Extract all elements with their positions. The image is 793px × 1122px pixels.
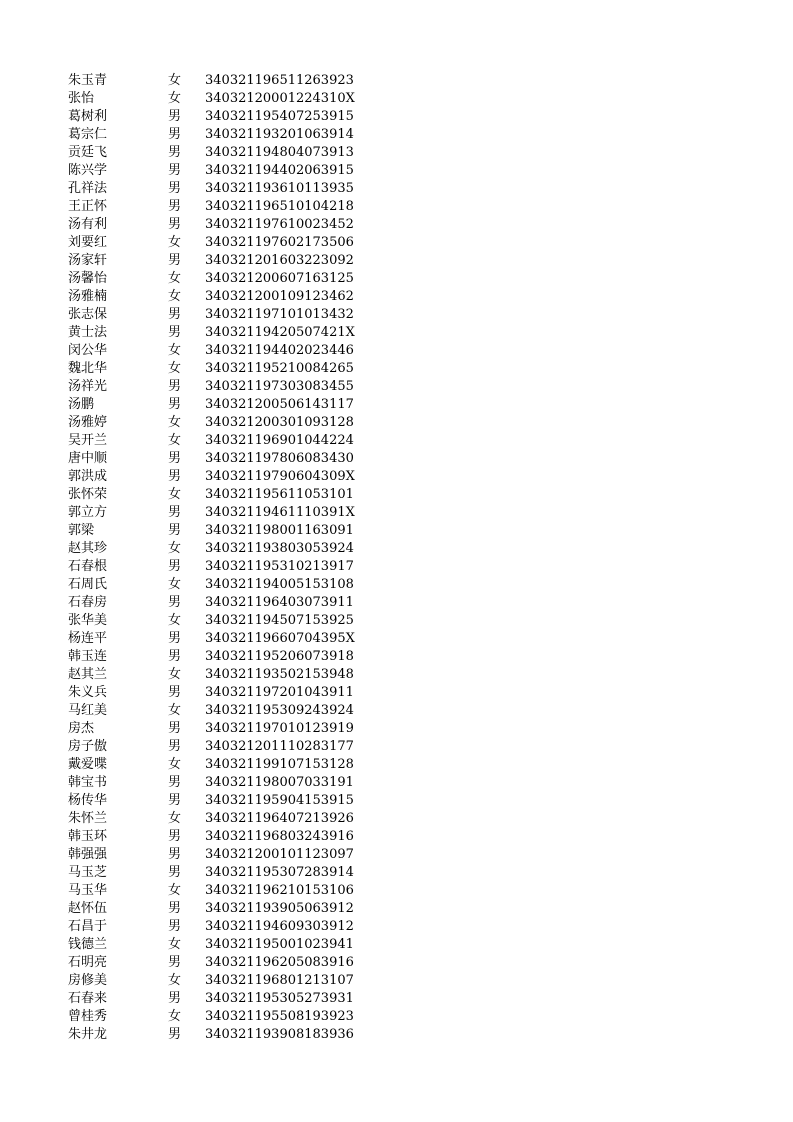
name-cell: 汤家轩 xyxy=(68,253,108,268)
id-number-cell: 340321201110283177 xyxy=(205,739,354,754)
sex-cell: 男 xyxy=(168,919,182,934)
table-row xyxy=(0,540,793,558)
table-row xyxy=(0,720,793,738)
id-number-cell: 340321194804073913 xyxy=(205,145,354,160)
id-number-cell: 340321195611053101 xyxy=(205,487,354,502)
sex-cell: 男 xyxy=(168,397,182,412)
sex-cell: 女 xyxy=(168,937,182,952)
id-number-cell: 340321197303083455 xyxy=(205,379,354,394)
id-number-cell: 340321194507153925 xyxy=(205,613,354,628)
name-cell: 石春来 xyxy=(68,991,108,1006)
table-row xyxy=(0,378,793,396)
table-row xyxy=(0,144,793,162)
table-row xyxy=(0,828,793,846)
id-number-cell: 340321193201063914 xyxy=(205,127,354,142)
sex-cell: 男 xyxy=(168,1027,182,1042)
name-cell: 汤雅婷 xyxy=(68,415,108,430)
table-row xyxy=(0,162,793,180)
id-number-cell: 340321200607163125 xyxy=(205,271,354,286)
table-row xyxy=(0,522,793,540)
sex-cell: 男 xyxy=(168,739,182,754)
name-cell: 石春根 xyxy=(68,559,108,574)
name-cell: 曾桂秀 xyxy=(68,1009,108,1024)
name-cell: 马玉华 xyxy=(68,883,108,898)
id-number-cell: 340321196510104218 xyxy=(205,199,354,214)
name-cell: 石春房 xyxy=(68,595,108,610)
table-row xyxy=(0,450,793,468)
name-cell: 葛宗仁 xyxy=(68,127,108,142)
sex-cell: 男 xyxy=(168,325,182,340)
name-cell: 刘要红 xyxy=(68,235,108,250)
name-cell: 朱怀兰 xyxy=(68,811,108,826)
id-number-cell: 34032119461110391X xyxy=(205,505,355,520)
id-number-cell: 340321201603223092 xyxy=(205,253,354,268)
id-number-cell: 340321195310213917 xyxy=(205,559,354,574)
sex-cell: 男 xyxy=(168,505,182,520)
sex-cell: 女 xyxy=(168,883,182,898)
table-row xyxy=(0,108,793,126)
id-number-cell: 340321197610023452 xyxy=(205,217,354,232)
table-row xyxy=(0,576,793,594)
id-number-cell: 340321200301093128 xyxy=(205,415,354,430)
name-cell: 赵其兰 xyxy=(68,667,108,682)
sex-cell: 女 xyxy=(168,271,182,286)
id-number-cell: 340321200101123097 xyxy=(205,847,354,862)
sex-cell: 女 xyxy=(168,541,182,556)
name-cell: 张怀荣 xyxy=(68,487,108,502)
sex-cell: 女 xyxy=(168,343,182,358)
table-row xyxy=(0,792,793,810)
name-cell: 戴爱喋 xyxy=(68,757,108,772)
table-row xyxy=(0,396,793,414)
name-cell: 汤雅楠 xyxy=(68,289,108,304)
name-cell: 杨连平 xyxy=(68,631,108,646)
table-row xyxy=(0,432,793,450)
name-cell: 陈兴学 xyxy=(68,163,108,178)
sex-cell: 男 xyxy=(168,523,182,538)
name-cell: 孔祥法 xyxy=(68,181,108,196)
table-row xyxy=(0,918,793,936)
name-cell: 朱玉青 xyxy=(68,73,108,88)
id-number-cell: 340321200506143117 xyxy=(205,397,354,412)
sex-cell: 男 xyxy=(168,559,182,574)
id-number-cell: 340321193610113935 xyxy=(205,181,354,196)
table-row xyxy=(0,864,793,882)
id-number-cell: 34032119660704395X xyxy=(205,631,355,646)
sex-cell: 女 xyxy=(168,73,182,88)
name-cell: 汤鹏 xyxy=(68,397,95,412)
table-row xyxy=(0,936,793,954)
sex-cell: 男 xyxy=(168,829,182,844)
table-row xyxy=(0,900,793,918)
id-number-cell: 340321195407253915 xyxy=(205,109,354,124)
table-row xyxy=(0,306,793,324)
sex-cell: 女 xyxy=(168,811,182,826)
table-row xyxy=(0,648,793,666)
sex-cell: 男 xyxy=(168,955,182,970)
sex-cell: 男 xyxy=(168,307,182,322)
sex-cell: 男 xyxy=(168,631,182,646)
id-number-cell: 340321194402023446 xyxy=(205,343,354,358)
table-row xyxy=(0,72,793,90)
table-row xyxy=(0,756,793,774)
id-number-cell: 340321193908183936 xyxy=(205,1027,354,1042)
sex-cell: 女 xyxy=(168,973,182,988)
id-number-cell: 340321193803053924 xyxy=(205,541,354,556)
id-number-cell: 340321197602173506 xyxy=(205,235,354,250)
name-cell: 韩强强 xyxy=(68,847,108,862)
sex-cell: 女 xyxy=(168,433,182,448)
record-rows xyxy=(0,72,793,1044)
name-cell: 韩玉连 xyxy=(68,649,108,664)
table-row xyxy=(0,198,793,216)
table-row xyxy=(0,504,793,522)
name-cell: 赵怀伍 xyxy=(68,901,108,916)
name-cell: 张怡 xyxy=(68,91,95,106)
sex-cell: 女 xyxy=(168,613,182,628)
id-number-cell: 340321196205083916 xyxy=(205,955,354,970)
id-number-cell: 340321198007033191 xyxy=(205,775,354,790)
name-cell: 石明亮 xyxy=(68,955,108,970)
name-cell: 马玉芝 xyxy=(68,865,108,880)
name-cell: 石昌于 xyxy=(68,919,108,934)
sex-cell: 男 xyxy=(168,685,182,700)
table-row xyxy=(0,234,793,252)
table-row xyxy=(0,810,793,828)
sex-cell: 男 xyxy=(168,199,182,214)
id-number-cell: 340321196801213107 xyxy=(205,973,354,988)
table-row xyxy=(0,324,793,342)
name-cell: 吴开兰 xyxy=(68,433,108,448)
sex-cell: 男 xyxy=(168,649,182,664)
sex-cell: 男 xyxy=(168,109,182,124)
id-number-cell: 340321196803243916 xyxy=(205,829,354,844)
sex-cell: 男 xyxy=(168,217,182,232)
table-row xyxy=(0,90,793,108)
sex-cell: 男 xyxy=(168,595,182,610)
table-row xyxy=(0,360,793,378)
id-number-cell: 340321195309243924 xyxy=(205,703,354,718)
name-cell: 郭梁 xyxy=(68,523,95,538)
sex-cell: 女 xyxy=(168,415,182,430)
id-number-cell: 340321195307283914 xyxy=(205,865,354,880)
name-cell: 葛树利 xyxy=(68,109,108,124)
name-cell: 赵其珍 xyxy=(68,541,108,556)
sex-cell: 男 xyxy=(168,721,182,736)
sex-cell: 男 xyxy=(168,991,182,1006)
sex-cell: 女 xyxy=(168,667,182,682)
table-row xyxy=(0,558,793,576)
id-number-cell: 34032119790604309X xyxy=(205,469,355,484)
table-row xyxy=(0,702,793,720)
name-cell: 韩宝书 xyxy=(68,775,108,790)
id-number-cell: 340321195210084265 xyxy=(205,361,354,376)
sex-cell: 男 xyxy=(168,163,182,178)
name-cell: 郭洪成 xyxy=(68,469,108,484)
table-row xyxy=(0,1008,793,1026)
name-cell: 张志保 xyxy=(68,307,108,322)
id-number-cell: 340321197101013432 xyxy=(205,307,354,322)
table-row xyxy=(0,630,793,648)
name-cell: 张华美 xyxy=(68,613,108,628)
sex-cell: 女 xyxy=(168,361,182,376)
sex-cell: 女 xyxy=(168,235,182,250)
sex-cell: 男 xyxy=(168,379,182,394)
sex-cell: 女 xyxy=(168,577,182,592)
id-number-cell: 340321197010123919 xyxy=(205,721,354,736)
name-cell: 房杰 xyxy=(68,721,95,736)
table-row xyxy=(0,990,793,1008)
sex-cell: 女 xyxy=(168,289,182,304)
table-row xyxy=(0,594,793,612)
id-number-cell: 340321195508193923 xyxy=(205,1009,354,1024)
id-number-cell: 340321196511263923 xyxy=(205,73,354,88)
table-row xyxy=(0,414,793,432)
table-row xyxy=(0,270,793,288)
id-number-cell: 340321197201043911 xyxy=(205,685,354,700)
name-cell: 杨传华 xyxy=(68,793,108,808)
sex-cell: 女 xyxy=(168,757,182,772)
table-row xyxy=(0,882,793,900)
sex-cell: 男 xyxy=(168,253,182,268)
name-cell: 石周氏 xyxy=(68,577,108,592)
name-cell: 贡廷飞 xyxy=(68,145,108,160)
table-row xyxy=(0,684,793,702)
id-number-cell: 340321196901044224 xyxy=(205,433,354,448)
record-table xyxy=(0,72,793,1044)
id-number-cell: 340321194609303912 xyxy=(205,919,354,934)
sex-cell: 女 xyxy=(168,487,182,502)
table-row xyxy=(0,252,793,270)
id-number-cell: 340321200109123462 xyxy=(205,289,354,304)
sex-cell: 男 xyxy=(168,793,182,808)
sex-cell: 女 xyxy=(168,703,182,718)
name-cell: 闵公华 xyxy=(68,343,108,358)
name-cell: 朱义兵 xyxy=(68,685,108,700)
name-cell: 郭立方 xyxy=(68,505,108,520)
name-cell: 王正怀 xyxy=(68,199,108,214)
id-number-cell: 340321194005153108 xyxy=(205,577,354,592)
sex-cell: 男 xyxy=(168,181,182,196)
sex-cell: 男 xyxy=(168,469,182,484)
name-cell: 黄士法 xyxy=(68,325,108,340)
sex-cell: 男 xyxy=(168,451,182,466)
table-row xyxy=(0,774,793,792)
sex-cell: 女 xyxy=(168,91,182,106)
id-number-cell: 340321195001023941 xyxy=(205,937,354,952)
id-number-cell: 340321198001163091 xyxy=(205,523,354,538)
table-row xyxy=(0,288,793,306)
id-number-cell: 340321199107153128 xyxy=(205,757,354,772)
id-number-cell: 34032120001224310X xyxy=(205,91,355,106)
id-number-cell: 340321193502153948 xyxy=(205,667,354,682)
sex-cell: 女 xyxy=(168,1009,182,1024)
table-row xyxy=(0,666,793,684)
name-cell: 魏北华 xyxy=(68,361,108,376)
table-row xyxy=(0,126,793,144)
id-number-cell: 34032119420507421X xyxy=(205,325,355,340)
id-number-cell: 340321193905063912 xyxy=(205,901,354,916)
id-number-cell: 340321195305273931 xyxy=(205,991,354,1006)
name-cell: 汤有利 xyxy=(68,217,108,232)
name-cell: 韩玉环 xyxy=(68,829,108,844)
id-number-cell: 340321194402063915 xyxy=(205,163,354,178)
name-cell: 马红美 xyxy=(68,703,108,718)
name-cell: 钱德兰 xyxy=(68,937,108,952)
table-row xyxy=(0,468,793,486)
table-row xyxy=(0,486,793,504)
table-row xyxy=(0,1026,793,1044)
id-number-cell: 340321196407213926 xyxy=(205,811,354,826)
table-row xyxy=(0,342,793,360)
name-cell: 房子傲 xyxy=(68,739,108,754)
sex-cell: 男 xyxy=(168,847,182,862)
sex-cell: 男 xyxy=(168,865,182,880)
id-number-cell: 340321197806083430 xyxy=(205,451,354,466)
id-number-cell: 340321195206073918 xyxy=(205,649,354,664)
table-row xyxy=(0,972,793,990)
sex-cell: 男 xyxy=(168,901,182,916)
sex-cell: 男 xyxy=(168,775,182,790)
id-number-cell: 340321196210153106 xyxy=(205,883,354,898)
name-cell: 唐中顺 xyxy=(68,451,108,466)
name-cell: 朱井龙 xyxy=(68,1027,108,1042)
table-row xyxy=(0,846,793,864)
name-cell: 汤馨怡 xyxy=(68,271,108,286)
table-row xyxy=(0,954,793,972)
table-row xyxy=(0,612,793,630)
name-cell: 房修美 xyxy=(68,973,108,988)
id-number-cell: 340321196403073911 xyxy=(205,595,354,610)
table-row xyxy=(0,216,793,234)
id-number-cell: 340321195904153915 xyxy=(205,793,354,808)
name-cell: 汤祥光 xyxy=(68,379,108,394)
table-row xyxy=(0,738,793,756)
sex-cell: 男 xyxy=(168,145,182,160)
sex-cell: 男 xyxy=(168,127,182,142)
table-row xyxy=(0,180,793,198)
